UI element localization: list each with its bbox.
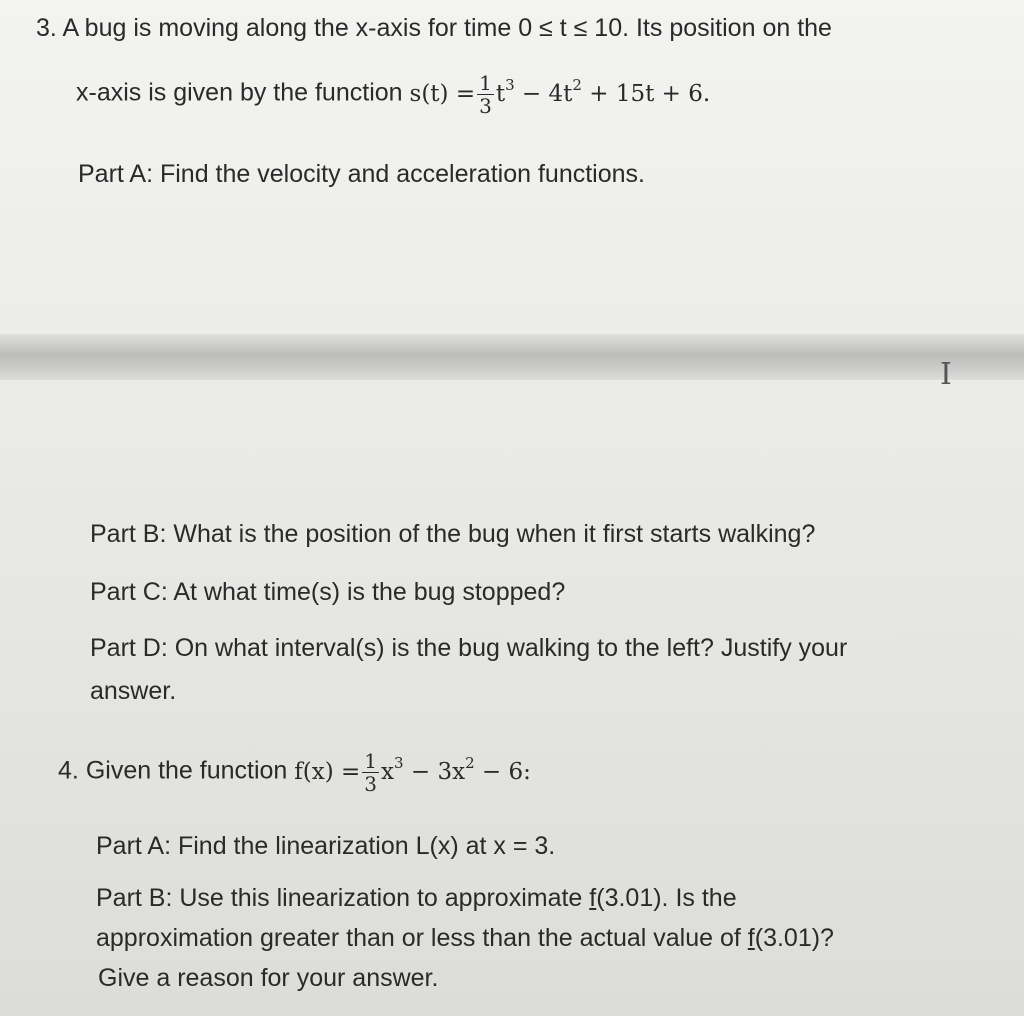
q4-exp-b: 2	[465, 753, 475, 772]
q4-f-link-2[interactable]: f	[747, 924, 755, 952]
q4-term-b: − 3x	[403, 758, 466, 785]
q3-exp-a: 3	[505, 75, 515, 94]
q3-part-c: Part C: At what time(s) is the bug stopped?	[90, 578, 566, 606]
q3-fraction	[477, 72, 494, 117]
response-divider	[0, 334, 1024, 380]
q4-part-b-line1	[96, 884, 737, 913]
q4-frac-num: 1	[364, 749, 378, 773]
q3-intro-line1	[36, 14, 832, 43]
q3-intro-line2	[76, 72, 710, 117]
q3-term-b: − 4t	[514, 80, 573, 107]
q4-fraction	[362, 750, 379, 795]
q4-number: 4.	[58, 756, 79, 785]
q3-position-function	[409, 71, 711, 118]
q3-part-d-line2: answer.	[90, 677, 177, 705]
q4-term-a: x	[381, 758, 395, 785]
q4-func-lhs: f(x) =	[294, 758, 361, 785]
q3-term-a: t	[495, 80, 506, 107]
q4-part-a: Part A: Find the linearization L(x) at x = 3.	[96, 832, 556, 860]
q3-intro-text: A bug is moving along the x-axis for time 0 ≤ t ≤ 10. Its position on the	[62, 14, 832, 42]
q4-intro	[58, 750, 531, 795]
q4-part-b-suffix: (3.01). Is the	[596, 884, 737, 912]
q3-frac-den: 3	[479, 94, 492, 118]
q4-part-b-line2	[96, 924, 834, 953]
q4-part-b-prefix: Part B: Use this linearization to approximate	[96, 884, 590, 912]
q3-func-lhs: s(t) =	[409, 80, 476, 107]
q4-frac-den: 3	[364, 772, 378, 796]
q4-term-c: − 6:	[474, 758, 531, 785]
q3-number: 3.	[36, 14, 57, 42]
q3-term-c: + 15t + 6.	[581, 80, 711, 107]
q3-exp-b: 2	[572, 75, 582, 94]
q4-part-b-line2-prefix: approximation greater than or less than the actual value of	[96, 924, 748, 952]
text-cursor-icon: I	[940, 357, 952, 392]
q4-f-link-1[interactable]: f	[589, 884, 597, 912]
q4-function	[294, 749, 531, 796]
q3-part-a: Part A: Find the velocity and acceleration functions.	[78, 160, 645, 188]
q3-frac-num: 1	[479, 71, 492, 95]
q3-part-d-line1: Part D: On what interval(s) is the bug walking to the left? Justify your	[90, 634, 848, 662]
q3-part-b: Part B: What is the position of the bug when it first starts walking?	[90, 520, 816, 548]
q4-intro-prefix: Given the function	[85, 756, 288, 785]
q4-part-b-line2-suffix: (3.01)?	[754, 924, 834, 952]
q4-part-b-line3: Give a reason for your answer.	[98, 964, 439, 992]
q3-intro-prefix: x-axis is given by the function	[76, 78, 403, 107]
q4-exp-a: 3	[394, 753, 404, 772]
